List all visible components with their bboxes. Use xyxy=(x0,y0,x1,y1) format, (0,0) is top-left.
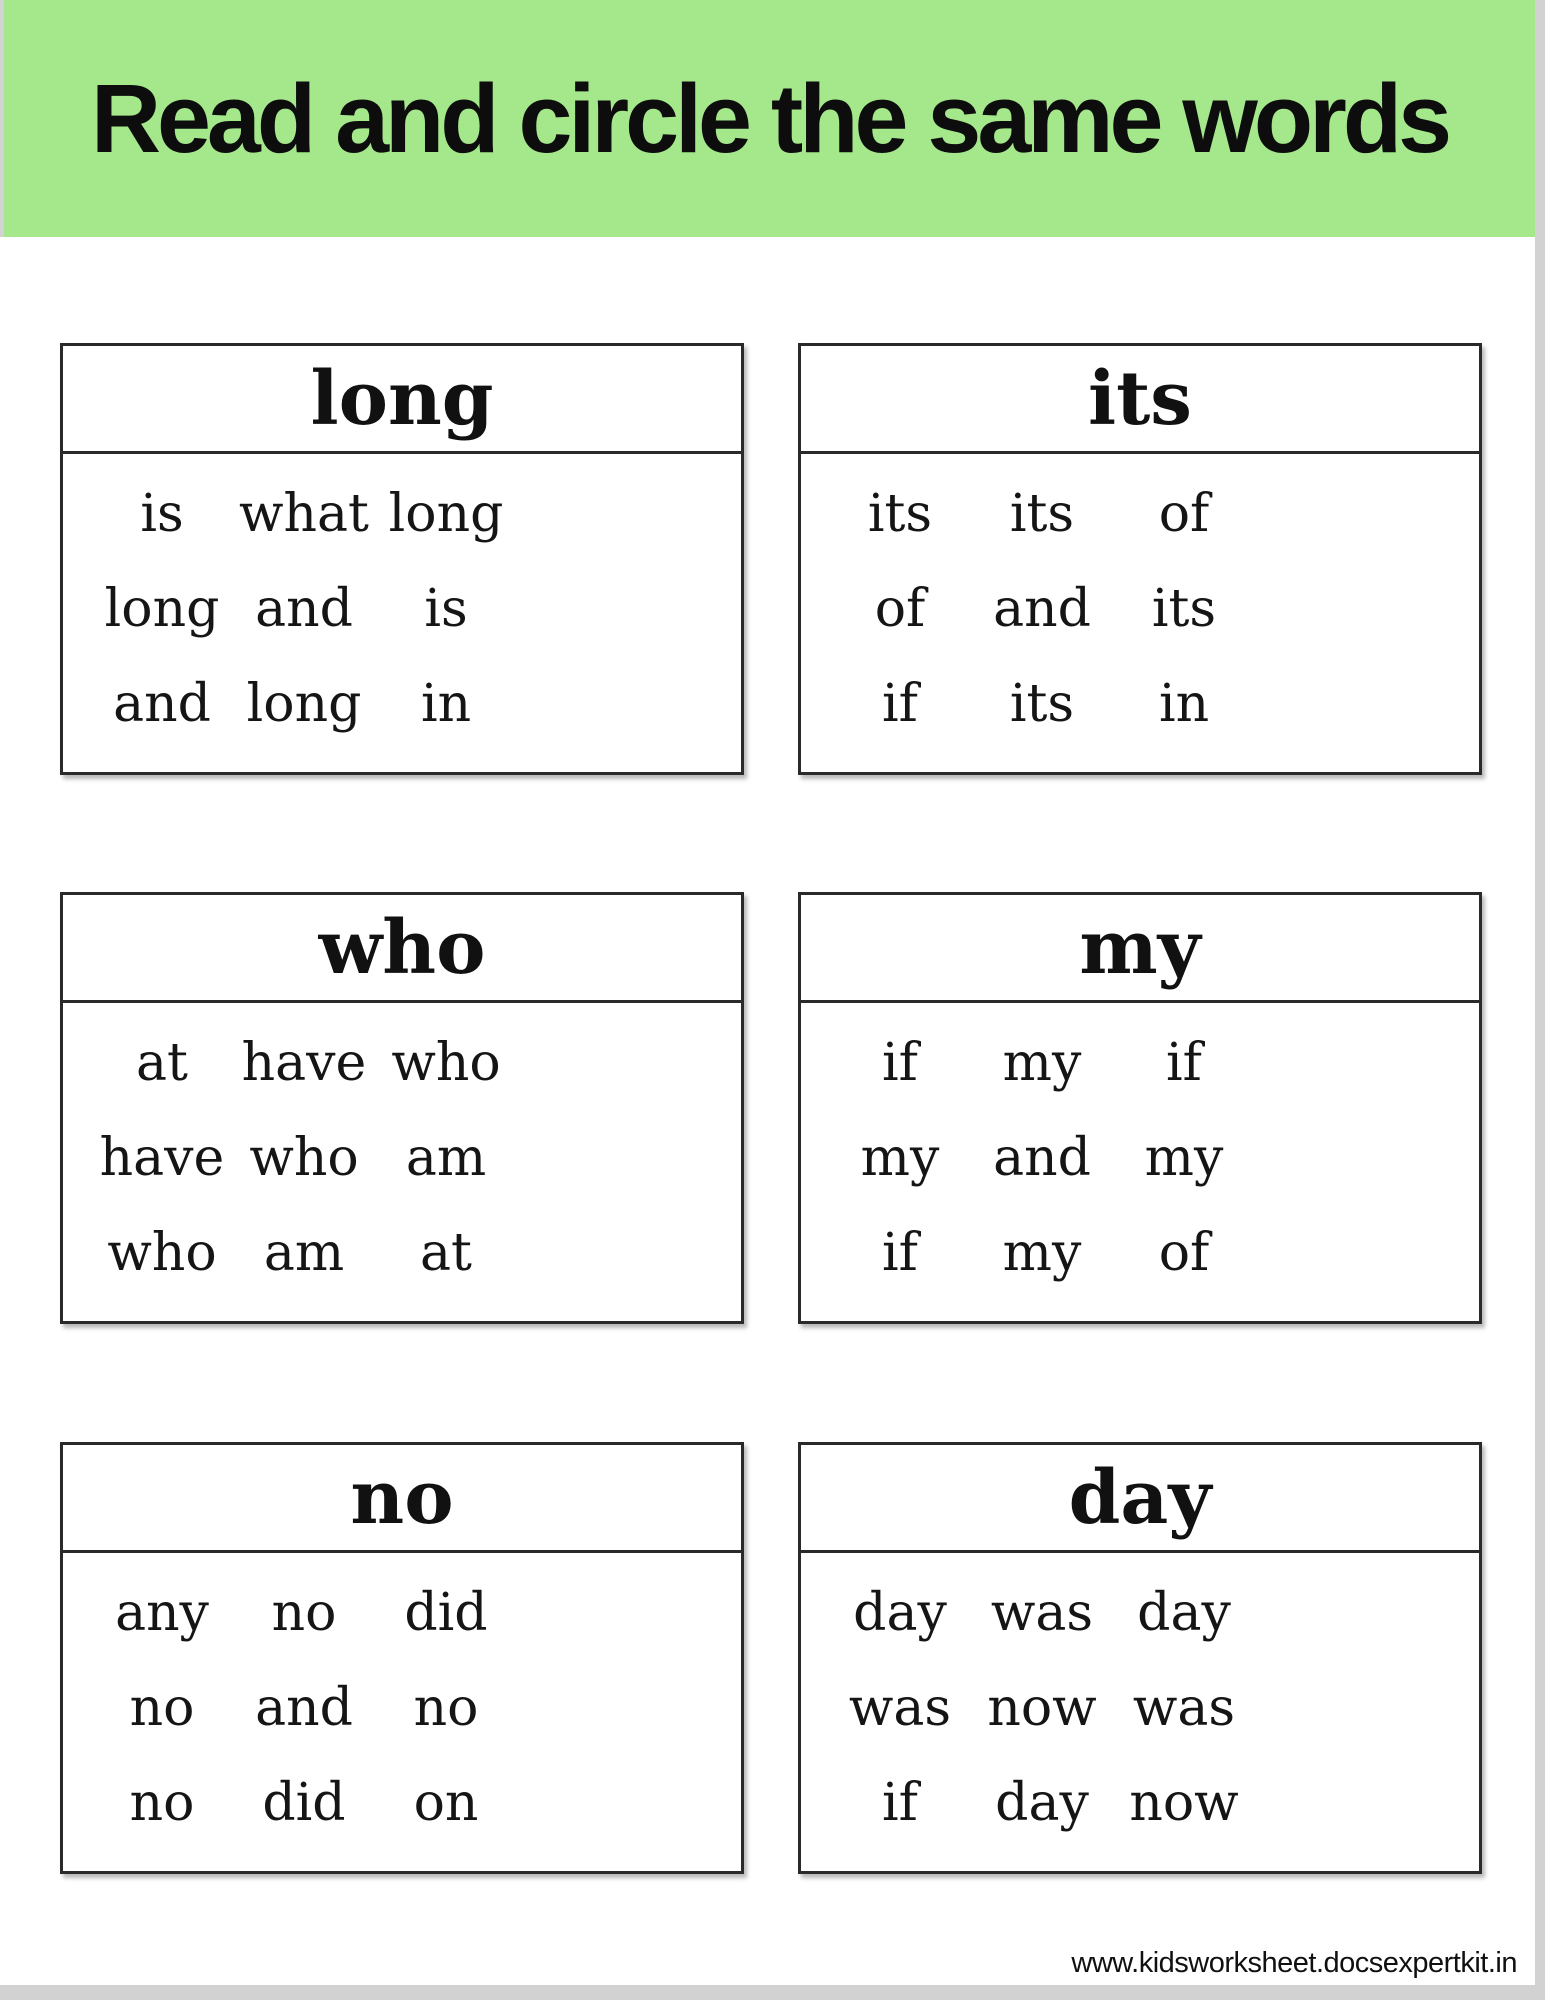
word-cell[interactable]: and xyxy=(255,578,353,639)
word-cell[interactable]: no xyxy=(129,1677,195,1738)
word-cell[interactable]: what xyxy=(239,483,369,544)
word-cell[interactable]: at xyxy=(420,1223,472,1284)
word-cell[interactable]: no xyxy=(271,1582,337,1643)
wordbox-my xyxy=(798,892,1482,1324)
word-cell[interactable]: have xyxy=(241,1032,367,1093)
word-cell[interactable]: if xyxy=(882,1032,918,1093)
word-cell[interactable]: in xyxy=(420,674,472,735)
word-cell[interactable]: did xyxy=(404,1582,488,1643)
word-cell[interactable]: who xyxy=(107,1223,217,1284)
word-cell[interactable]: no xyxy=(413,1677,479,1738)
word-cell[interactable]: is xyxy=(424,578,468,639)
wordbox-grid xyxy=(63,454,741,772)
word-cell[interactable]: my xyxy=(1002,1223,1082,1284)
word-cell[interactable]: day xyxy=(1137,1582,1231,1643)
wordbox-target-word: its xyxy=(801,346,1479,454)
wordbox-target-word: day xyxy=(801,1445,1479,1553)
word-cell[interactable]: at xyxy=(136,1032,188,1093)
word-cell[interactable]: my xyxy=(860,1127,940,1188)
word-cell[interactable]: if xyxy=(882,674,918,735)
word-cell[interactable]: have xyxy=(99,1127,225,1188)
wordbox-long xyxy=(60,343,744,775)
wordbox-grid xyxy=(801,1003,1479,1321)
page-edge-right xyxy=(1535,0,1545,2000)
word-cell[interactable]: my xyxy=(1002,1032,1082,1093)
wordbox-target-word: my xyxy=(801,895,1479,1003)
word-cell[interactable]: and xyxy=(993,578,1091,639)
page-title: Read and circle the same words xyxy=(90,63,1449,173)
wordbox-target-word: long xyxy=(63,346,741,454)
word-cell[interactable]: in xyxy=(1158,674,1210,735)
word-cell[interactable]: if xyxy=(882,1223,918,1284)
word-cell[interactable]: now xyxy=(987,1677,1097,1738)
wordbox-no xyxy=(60,1442,744,1874)
word-cell[interactable]: was xyxy=(1132,1677,1236,1738)
wordbox-grid xyxy=(63,1553,741,1871)
wordbox-its xyxy=(798,343,1482,775)
wordbox-grid xyxy=(63,1003,741,1321)
word-cell[interactable]: day xyxy=(853,1582,947,1643)
wordbox-grid xyxy=(801,454,1479,772)
wordbox-target-word: who xyxy=(63,895,741,1003)
word-cell[interactable]: and xyxy=(993,1127,1091,1188)
word-cell[interactable]: its xyxy=(1151,578,1217,639)
word-cell[interactable]: its xyxy=(1009,674,1075,735)
word-cell[interactable]: am xyxy=(405,1127,487,1188)
word-cell[interactable]: on xyxy=(413,1773,479,1834)
word-cell[interactable]: and xyxy=(113,674,211,735)
word-cell[interactable]: its xyxy=(867,483,933,544)
word-cell[interactable]: if xyxy=(1166,1032,1202,1093)
word-cell[interactable]: its xyxy=(1009,483,1075,544)
word-cell[interactable]: now xyxy=(1129,1773,1239,1834)
word-cell[interactable]: no xyxy=(129,1773,195,1834)
word-cell[interactable]: am xyxy=(263,1223,345,1284)
title-banner xyxy=(4,0,1535,237)
word-cell[interactable]: long xyxy=(104,578,220,639)
word-cell[interactable]: if xyxy=(882,1773,918,1834)
wordbox-who xyxy=(60,892,744,1324)
word-cell[interactable]: who xyxy=(391,1032,501,1093)
word-cell[interactable]: and xyxy=(255,1677,353,1738)
word-cell[interactable]: was xyxy=(990,1582,1094,1643)
word-cell[interactable]: long xyxy=(388,483,504,544)
footer-url: www.kidsworksheet.docsexpertkit.in xyxy=(1071,1947,1517,1979)
wordbox-target-word: no xyxy=(63,1445,741,1553)
word-cell[interactable]: my xyxy=(1144,1127,1224,1188)
page-edge-bottom xyxy=(0,1985,1545,2000)
word-cell[interactable]: long xyxy=(246,674,362,735)
word-cell[interactable]: of xyxy=(1158,483,1210,544)
word-cell[interactable]: day xyxy=(995,1773,1089,1834)
word-cell[interactable]: of xyxy=(1158,1223,1210,1284)
page-edge-left xyxy=(0,0,4,237)
word-cell[interactable]: of xyxy=(874,578,926,639)
word-cell[interactable]: who xyxy=(249,1127,359,1188)
word-cell[interactable]: is xyxy=(140,483,184,544)
word-cell[interactable]: any xyxy=(115,1582,209,1643)
wordbox-day xyxy=(798,1442,1482,1874)
word-cell[interactable]: did xyxy=(262,1773,346,1834)
wordbox-grid xyxy=(801,1553,1479,1871)
word-cell[interactable]: was xyxy=(848,1677,952,1738)
